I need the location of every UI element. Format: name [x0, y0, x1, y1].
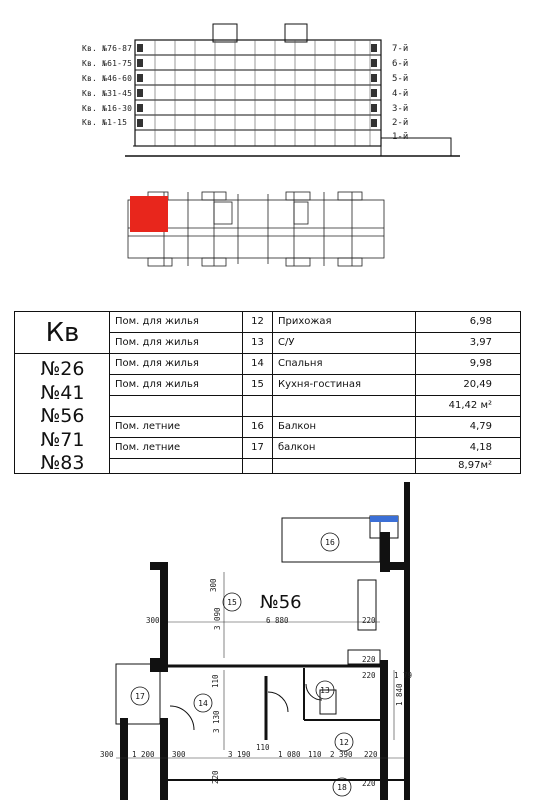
room-area: 9,98	[469, 358, 492, 369]
summer-area-total: 8,97м²	[458, 460, 492, 471]
room-name: Кухня-гостиная	[273, 375, 416, 395]
room-name: Прихожая	[273, 312, 416, 332]
room-number: 12	[243, 312, 273, 332]
dimension-label: 220	[362, 779, 376, 788]
dimension-label: 220	[211, 770, 220, 784]
apartment-number: №83	[40, 452, 85, 474]
floor-apartments-label: Кв. №16-30	[82, 104, 133, 113]
apartment-spec-table	[14, 311, 521, 474]
living-area-total: 41,42 м²	[448, 400, 492, 411]
dimension-label: 110	[211, 674, 220, 688]
room-number	[243, 459, 273, 473]
room-number: 13	[243, 333, 273, 353]
table-row	[110, 438, 520, 459]
floor-apartments-label: Кв. №76-87	[82, 44, 133, 53]
table-row	[110, 354, 520, 375]
floor-number-label: 6-й	[392, 59, 409, 69]
apartment-number: №26	[40, 358, 85, 380]
room-number: 15	[243, 375, 273, 395]
room-area: 3,97	[469, 337, 492, 348]
floor-apartments-label: Кв. №1-15	[82, 118, 128, 127]
room-name: Спальня	[273, 354, 416, 374]
apartment-number-plan: №56	[260, 592, 302, 613]
apartment-number: №71	[40, 428, 85, 451]
apartment-numbers-column	[15, 312, 110, 473]
room-name: Балкон	[273, 417, 416, 437]
room-number: 17	[243, 438, 273, 458]
table-row	[110, 333, 520, 354]
floor-apartments-label: Кв. №61-75	[82, 59, 133, 68]
dimension-label: 220	[362, 655, 376, 664]
room-name: балкон	[273, 438, 416, 458]
room-category: Пом. для жилья	[110, 333, 243, 353]
table-row	[110, 375, 520, 396]
table-row-subtotal	[110, 396, 520, 417]
room-label: 16	[325, 538, 335, 547]
room-name	[273, 396, 416, 416]
room-category: Пом. летние	[110, 417, 243, 437]
dimension-label: 300	[209, 578, 218, 592]
room-label: 12	[339, 738, 349, 747]
dimension-label: 3 090	[213, 607, 222, 630]
dimension-label: 220	[364, 750, 378, 759]
room-name: С/У	[273, 333, 416, 353]
apartment-number: №56	[40, 405, 85, 427]
floor-number-label: 4-й	[392, 89, 409, 99]
apartment-number: №41	[40, 381, 85, 404]
elevation-drawing	[125, 18, 460, 160]
room-label: 13	[320, 686, 330, 695]
room-category	[110, 459, 243, 473]
floor-number-label: 5-й	[392, 74, 409, 84]
dimension-label: 1 080	[278, 750, 301, 759]
dimension-label: 220	[362, 671, 376, 680]
room-name	[273, 459, 416, 473]
dimension-label: 2 390	[330, 750, 353, 759]
table-row	[110, 312, 520, 333]
room-category: Пом. для жилья	[110, 375, 243, 395]
dimension-label: 110	[308, 750, 322, 759]
room-area: 20,49	[463, 379, 492, 390]
dimension-label: 1 200	[132, 750, 155, 759]
floor-apartments-label: Кв. №46-60	[82, 74, 133, 83]
shaft-marker	[370, 516, 398, 522]
dimension-label: 6 880	[266, 616, 289, 625]
dimension-label: 1 840	[395, 683, 404, 706]
room-area: 4,18	[469, 442, 492, 453]
dimension-label: 300	[100, 750, 114, 759]
room-number: 14	[243, 354, 273, 374]
room-label: 14	[198, 699, 208, 708]
room-category	[110, 396, 243, 416]
floor-apartments-label: Кв. №31-45	[82, 89, 133, 98]
dimension-label: 300	[172, 750, 186, 759]
floor-number-label: 7-й	[392, 44, 409, 54]
floor-number-label: 3-й	[392, 104, 409, 114]
room-number: 16	[243, 417, 273, 437]
dimension-label: 220	[362, 616, 376, 625]
table-row-subtotal	[110, 459, 520, 473]
room-category: Пом. для жилья	[110, 354, 243, 374]
room-number	[243, 396, 273, 416]
apartment-floor-plan	[0, 480, 541, 800]
room-label: 17	[135, 692, 145, 701]
room-area: 6,98	[469, 316, 492, 327]
apartment-title: Кв	[15, 312, 110, 354]
floor-number-label: 2-й	[392, 118, 409, 128]
room-category: Пом. для жилья	[110, 312, 243, 332]
room-area: 4,79	[469, 421, 492, 432]
highlighted-apartment	[130, 196, 168, 232]
table-row	[110, 417, 520, 438]
room-label: 18	[337, 783, 347, 792]
dimension-label: 300	[146, 616, 160, 625]
room-label: 15	[227, 598, 237, 607]
dimension-label: 3 190	[228, 750, 251, 759]
floor-key-plan	[118, 186, 398, 272]
floor-number-label: 1-й	[392, 132, 409, 142]
dimension-label: 3 130	[212, 710, 221, 733]
room-category: Пом. летние	[110, 438, 243, 458]
dimension-label: 110	[256, 743, 270, 752]
dimension-label: 1 79	[394, 671, 413, 680]
